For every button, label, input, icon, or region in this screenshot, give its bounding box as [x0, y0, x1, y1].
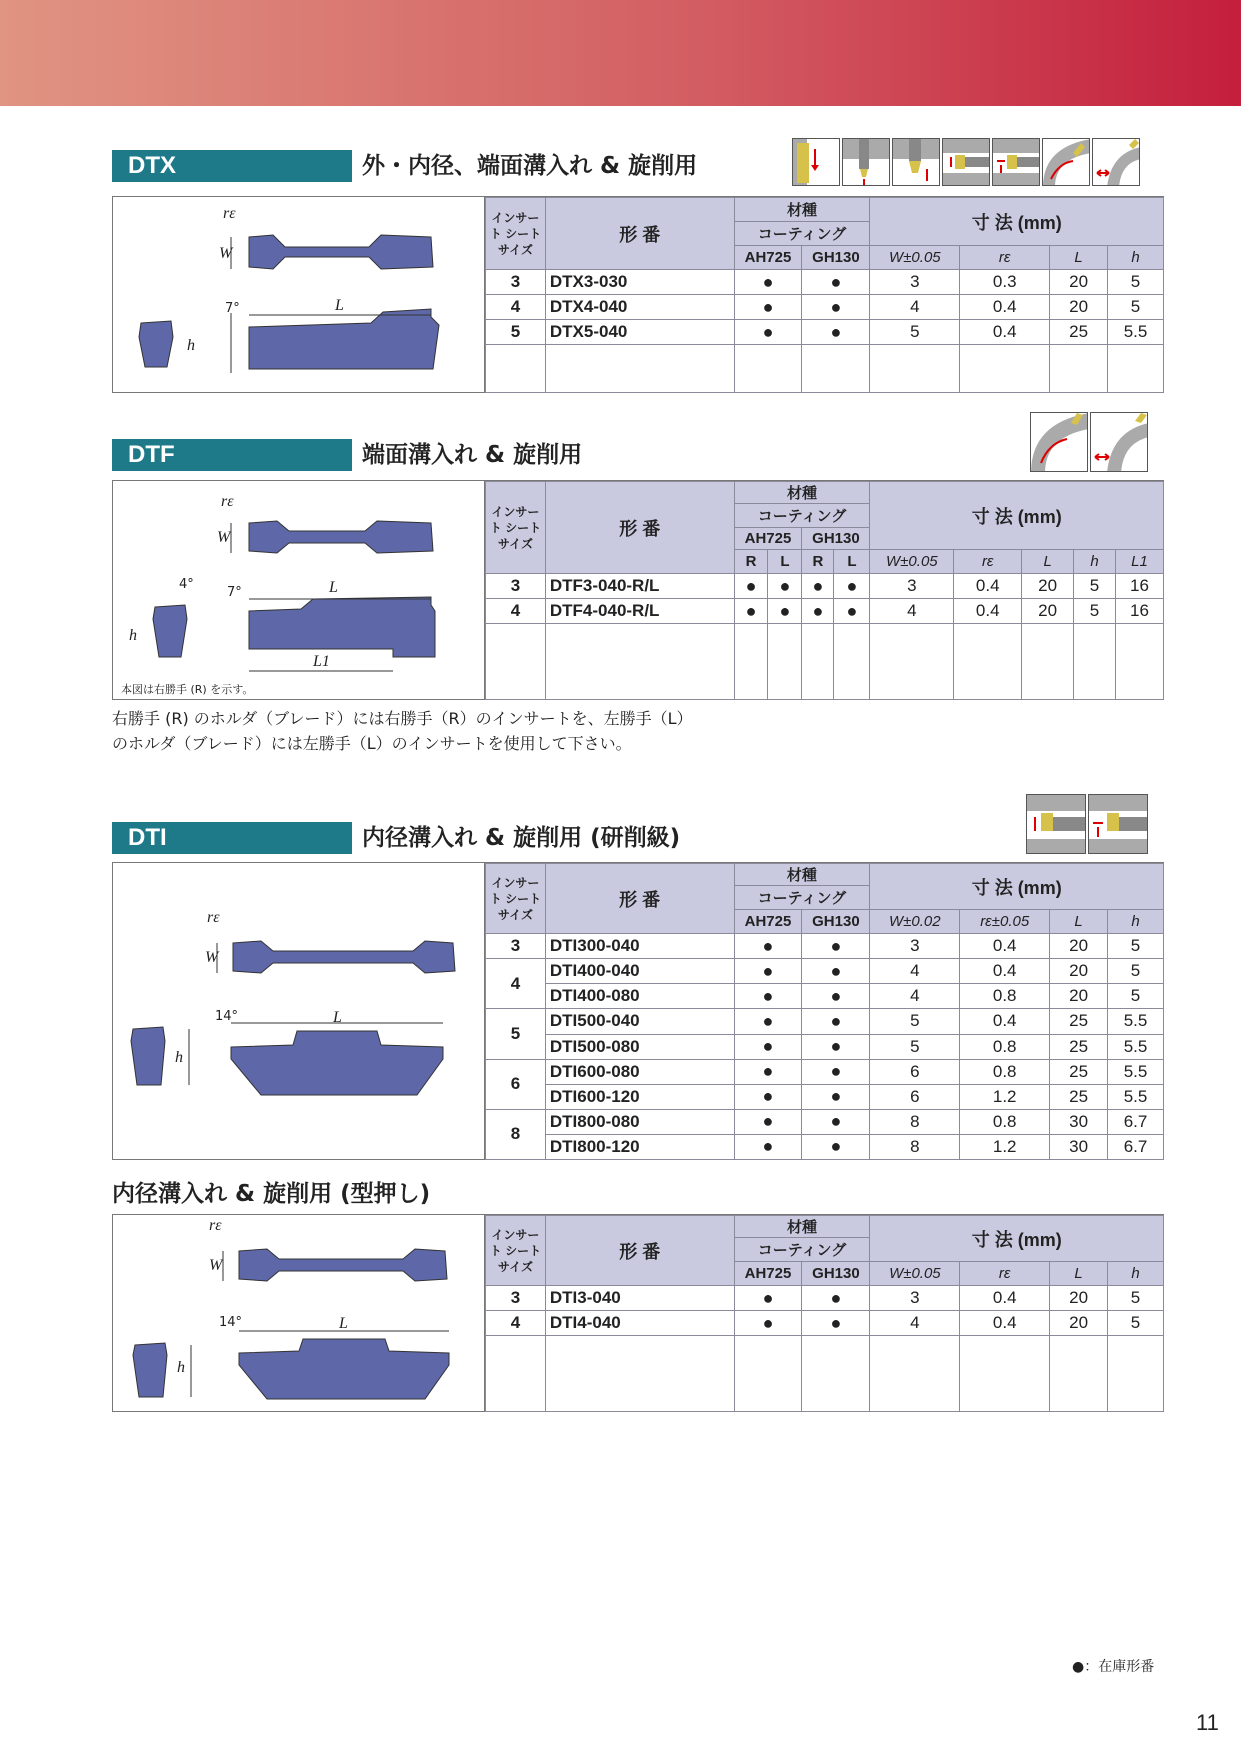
- section-title-dti: 内径溝入れ & 旋削用 (研削級): [362, 825, 681, 851]
- h-col-header: h: [1108, 910, 1164, 934]
- stock-dot: ●: [734, 270, 802, 295]
- page-number: 11: [1196, 1710, 1219, 1735]
- top-color-band: [0, 0, 1241, 106]
- h-cell: 5.5: [1108, 1034, 1164, 1059]
- model-cell: DTI600-120: [545, 1084, 734, 1109]
- l1-col-header: L1: [1115, 550, 1163, 574]
- id-face-grooving-icon: [1026, 794, 1086, 854]
- model-cell: DTI300-040: [545, 934, 734, 959]
- usage-note-line-1: 右勝手 (R) のホルダ（ブレード）には右勝手（R）のインサートを、左勝手（L）: [112, 709, 693, 728]
- w-cell: 3: [870, 934, 960, 959]
- stock-dot: ●: [734, 574, 768, 599]
- application-icons-dti: [1026, 794, 1148, 854]
- re-cell: 0.8: [960, 1034, 1050, 1059]
- table-row: [486, 1109, 1164, 1134]
- l-cell: 20: [1022, 599, 1074, 624]
- l1-cell: 16: [1115, 599, 1163, 624]
- curved-face-icon: [1042, 138, 1090, 186]
- dtf-angle-top: 4°: [179, 577, 194, 592]
- material-header: 材種: [734, 864, 870, 886]
- h-col-header: h: [1108, 246, 1164, 270]
- re-cell: 0.4: [960, 959, 1050, 984]
- section-label-dtf: DTF: [112, 439, 352, 471]
- stock-dot: ●: [802, 599, 834, 624]
- l-cell: 20: [1050, 934, 1108, 959]
- stock-dot: ●: [802, 574, 834, 599]
- material-header: 材種: [734, 1216, 870, 1238]
- re-cell: 0.8: [960, 984, 1050, 1009]
- l1-cell: 16: [1115, 574, 1163, 599]
- l-cell: 20: [1050, 984, 1108, 1009]
- w-cell: 4: [870, 1311, 960, 1336]
- dtf-spec-table: [485, 481, 1164, 700]
- w-cell: 5: [870, 320, 960, 345]
- section-label-dti: DTI: [112, 822, 352, 854]
- l-cell: 25: [1050, 1009, 1108, 1034]
- stock-dot: ●: [802, 270, 870, 295]
- stock-dot: ●: [802, 1034, 870, 1059]
- table-row: [486, 1009, 1164, 1034]
- dti-pressed-spec-table: [485, 1215, 1164, 1412]
- h-cell: 5: [1108, 295, 1164, 320]
- h-cell: 5: [1074, 599, 1116, 624]
- re-col-header: rε: [960, 1262, 1050, 1286]
- table-row: [486, 1134, 1164, 1159]
- dti-pressed-insert-drawing: [113, 1215, 485, 1413]
- h-cell: 5: [1108, 984, 1164, 1009]
- w-cell: 4: [870, 959, 960, 984]
- coating-header: コーティング: [734, 886, 870, 910]
- dti-drawing: [113, 863, 485, 1159]
- dtx-insert-drawing: [113, 197, 485, 394]
- size-header: インサート シート サイズ: [486, 198, 546, 270]
- re-cell: 0.4: [960, 934, 1050, 959]
- w-cell: 4: [870, 984, 960, 1009]
- w-cell: 4: [870, 295, 960, 320]
- h-col-header: h: [1074, 550, 1116, 574]
- re-cell: 0.4: [960, 1311, 1050, 1336]
- re-cell: 0.4: [960, 1286, 1050, 1311]
- dtf-h-label: h: [129, 627, 137, 644]
- stock-dot: ●: [802, 934, 870, 959]
- table-row: [486, 1059, 1164, 1084]
- stock-dot: ●: [768, 599, 802, 624]
- stock-dot: ●: [768, 574, 802, 599]
- w-col-header: W±0.05: [870, 1262, 960, 1286]
- model-cell: DTI800-120: [545, 1134, 734, 1159]
- h-cell: 5: [1108, 270, 1164, 295]
- dti-l-label: L: [333, 1009, 342, 1026]
- l-cell: 25: [1050, 1034, 1108, 1059]
- l-col-header: L: [1050, 1262, 1108, 1286]
- l-cell: 20: [1050, 1311, 1108, 1336]
- dti-pressed-angle-label: 14°: [219, 1315, 243, 1330]
- re-cell: 0.3: [960, 270, 1050, 295]
- dti-pressed-panel: [112, 1214, 1164, 1412]
- stock-dot: ●: [802, 1134, 870, 1159]
- w-cell: 6: [870, 1084, 960, 1109]
- re-cell: 1.2: [960, 1134, 1050, 1159]
- stock-dot: ●: [802, 959, 870, 984]
- h-cell: 5: [1074, 574, 1116, 599]
- stock-dot: ●: [734, 984, 802, 1009]
- model-cell: DTI500-040: [545, 1009, 734, 1034]
- l-cell: 30: [1050, 1134, 1108, 1159]
- table-row-empty: [486, 624, 1164, 700]
- size-cell: 5: [486, 320, 546, 345]
- stock-dot: ●: [734, 934, 802, 959]
- w-col-header: W±0.05: [870, 550, 954, 574]
- re-col-header: rε±0.05: [960, 910, 1050, 934]
- size-cell: 4: [486, 295, 546, 320]
- re-col-header: rε: [954, 550, 1022, 574]
- usage-note: [112, 706, 693, 756]
- w-cell: 4: [870, 599, 954, 624]
- dimensions-header: 寸 法 (mm): [870, 198, 1164, 246]
- l-col-header: L: [1050, 246, 1108, 270]
- stock-dot: ●: [802, 295, 870, 320]
- stock-dot: ●: [802, 1084, 870, 1109]
- l-cell: 25: [1050, 1084, 1108, 1109]
- l-cell: 20: [1022, 574, 1074, 599]
- stock-dot: ●: [802, 1109, 870, 1134]
- ah725-header: AH725: [734, 246, 802, 270]
- model-header: 形 番: [545, 1216, 734, 1286]
- dtf-l1-label: L1: [313, 653, 330, 670]
- stock-dot: ●: [802, 1009, 870, 1034]
- table-row: [486, 1311, 1164, 1336]
- re-cell: 0.8: [960, 1109, 1050, 1134]
- size-cell: 3: [486, 270, 546, 295]
- dti-pressed-re-label: rε: [209, 1217, 222, 1234]
- size-cell: 8: [486, 1109, 546, 1159]
- model-header: 形 番: [545, 864, 734, 934]
- dti-spec-table: [485, 863, 1164, 1160]
- stock-dot: ●: [734, 1134, 802, 1159]
- w-cell: 5: [870, 1009, 960, 1034]
- model-cell: DTI500-080: [545, 1034, 734, 1059]
- re-cell: 1.2: [960, 1084, 1050, 1109]
- model-cell: DTI400-040: [545, 959, 734, 984]
- dti-pressed-h-label: h: [177, 1359, 185, 1376]
- h-col-header: h: [1108, 1262, 1164, 1286]
- od-grooving-icon: [792, 138, 840, 186]
- id-grooving-icon: [892, 138, 940, 186]
- model-cell: DTF3-040-R/L: [545, 574, 734, 599]
- l-col-header: L: [1050, 910, 1108, 934]
- curved-traverse-icon: [1092, 138, 1140, 186]
- stock-dot: ●: [802, 1059, 870, 1084]
- size-header: インサート シート サイズ: [486, 482, 546, 574]
- id-profile-icon: [1088, 794, 1148, 854]
- usage-note-line-2: のホルダ（ブレード）には左勝手（L）のインサートを使用して下さい。: [112, 734, 632, 753]
- dimensions-header: 寸 法 (mm): [870, 482, 1164, 550]
- l-cell: 25: [1050, 1059, 1108, 1084]
- stock-dot: ●: [802, 320, 870, 345]
- size-cell: 4: [486, 959, 546, 1009]
- size-cell: 5: [486, 1009, 546, 1059]
- model-cell: DTX5-040: [545, 320, 734, 345]
- dtx-l-label: L: [335, 297, 344, 314]
- model-cell: DTI800-080: [545, 1109, 734, 1134]
- coating-header: コーティング: [734, 1238, 870, 1262]
- h-cell: 6.7: [1108, 1134, 1164, 1159]
- dti-re-label: rε: [207, 909, 220, 926]
- l-cell: 20: [1050, 270, 1108, 295]
- stock-legend: [1072, 1656, 1154, 1676]
- dimensions-header: 寸 法 (mm): [870, 864, 1164, 910]
- table-row: [486, 320, 1164, 345]
- dtf-panel: [112, 480, 1164, 700]
- hand-r-header: R: [802, 550, 834, 574]
- size-cell: 4: [486, 599, 546, 624]
- dtx-drawing: [113, 197, 485, 392]
- dtf-insert-drawing: [113, 481, 485, 701]
- w-cell: 8: [870, 1109, 960, 1134]
- model-header: 形 番: [545, 482, 734, 574]
- dti-angle-label: 14°: [215, 1009, 239, 1024]
- model-cell: DTI3-040: [545, 1286, 734, 1311]
- w-col-header: W±0.02: [870, 910, 960, 934]
- table-row: [486, 1286, 1164, 1311]
- hand-r-header: R: [734, 550, 768, 574]
- table-row: [486, 1034, 1164, 1059]
- re-cell: 0.8: [960, 1059, 1050, 1084]
- stock-dot: ●: [734, 295, 802, 320]
- profile-turning-icon: [992, 138, 1040, 186]
- section-title-dtx: 外・内径、端面溝入れ & 旋削用: [362, 153, 698, 179]
- dtf-re-label: rε: [221, 493, 234, 510]
- grooving-icon: [842, 138, 890, 186]
- table-row: [486, 984, 1164, 1009]
- section-label-dtx: DTX: [112, 150, 352, 182]
- coating-header: コーティング: [734, 504, 870, 528]
- w-cell: 5: [870, 1034, 960, 1059]
- gh130-header: GH130: [802, 910, 870, 934]
- dtf-w-label: W: [217, 529, 231, 546]
- l-cell: 25: [1050, 320, 1108, 345]
- dimensions-header: 寸 法 (mm): [870, 1216, 1164, 1262]
- dti-pressed-w-label: W: [209, 1257, 223, 1274]
- stock-dot: ●: [734, 1109, 802, 1134]
- table-row: [486, 599, 1164, 624]
- dtf-angle-side: 7°: [227, 585, 242, 600]
- l-cell: 20: [1050, 1286, 1108, 1311]
- stock-dot: ●: [734, 320, 802, 345]
- size-cell: 3: [486, 934, 546, 959]
- curved-traverse-icon: [1090, 412, 1148, 472]
- dti-pressed-l-label: L: [339, 1315, 348, 1332]
- dtx-panel: [112, 196, 1164, 393]
- curved-face-icon: [1030, 412, 1088, 472]
- table-row: [486, 1084, 1164, 1109]
- h-cell: 5: [1108, 1286, 1164, 1311]
- dti-panel: [112, 862, 1164, 1160]
- size-cell: 6: [486, 1059, 546, 1109]
- re-cell: 0.4: [960, 1009, 1050, 1034]
- w-col-header: W±0.05: [870, 246, 960, 270]
- table-row: [486, 959, 1164, 984]
- material-header: 材種: [734, 482, 870, 504]
- stock-dot: ●: [734, 1059, 802, 1084]
- stock-dot: ●: [802, 984, 870, 1009]
- dtx-angle-label: 7°: [225, 301, 240, 316]
- stock-dot: ●: [834, 574, 870, 599]
- l-cell: 20: [1050, 959, 1108, 984]
- size-header: インサート シート サイズ: [486, 864, 546, 934]
- re-cell: 0.4: [954, 574, 1022, 599]
- re-cell: 0.4: [954, 599, 1022, 624]
- re-col-header: rε: [960, 246, 1050, 270]
- l-cell: 30: [1050, 1109, 1108, 1134]
- stock-dot: ●: [734, 1286, 802, 1311]
- legend-dot: ●: [1072, 1659, 1085, 1675]
- h-cell: 5.5: [1108, 320, 1164, 345]
- h-cell: 5: [1108, 1311, 1164, 1336]
- dtf-drawing: [113, 481, 485, 699]
- l-cell: 20: [1050, 295, 1108, 320]
- table-row-empty: [486, 345, 1164, 393]
- gh130-header: GH130: [802, 528, 870, 550]
- dti-insert-drawing: [113, 863, 485, 1161]
- dtf-drawing-note: 本図は右勝手 (R) を示す。: [121, 683, 254, 696]
- stock-dot: ●: [734, 1009, 802, 1034]
- model-cell: DTI400-080: [545, 984, 734, 1009]
- stock-dot: ●: [734, 959, 802, 984]
- stock-dot: ●: [734, 599, 768, 624]
- table-row: [486, 574, 1164, 599]
- h-cell: 5: [1108, 959, 1164, 984]
- table-row-empty: [486, 1336, 1164, 1412]
- model-cell: DTF4-040-R/L: [545, 599, 734, 624]
- section-title-dtf: 端面溝入れ & 旋削用: [362, 442, 583, 468]
- h-cell: 5.5: [1108, 1084, 1164, 1109]
- stock-dot: ●: [734, 1311, 802, 1336]
- model-header: 形 番: [545, 198, 734, 270]
- dti-pressed-drawing: [113, 1215, 485, 1411]
- w-cell: 3: [870, 270, 960, 295]
- ah725-header: AH725: [734, 528, 802, 550]
- model-cell: DTI600-080: [545, 1059, 734, 1084]
- h-cell: 5: [1108, 934, 1164, 959]
- dtx-h-label: h: [187, 337, 195, 354]
- stock-dot: ●: [734, 1034, 802, 1059]
- stock-dot: ●: [834, 599, 870, 624]
- dtx-spec-table: [485, 197, 1164, 393]
- model-cell: DTI4-040: [545, 1311, 734, 1336]
- ah725-header: AH725: [734, 910, 802, 934]
- table-row: [486, 934, 1164, 959]
- coating-header: コーティング: [734, 222, 870, 246]
- w-cell: 8: [870, 1134, 960, 1159]
- size-cell: 3: [486, 574, 546, 599]
- re-cell: 0.4: [960, 295, 1050, 320]
- model-cell: DTX4-040: [545, 295, 734, 320]
- hand-l-header: L: [834, 550, 870, 574]
- table-row: [486, 270, 1164, 295]
- legend-text: ：在庫形番: [1084, 1659, 1155, 1675]
- size-cell: 3: [486, 1286, 546, 1311]
- application-icons-dtf: [1030, 412, 1148, 472]
- size-header: インサート シート サイズ: [486, 1216, 546, 1286]
- stock-dot: ●: [802, 1311, 870, 1336]
- dti-h-label: h: [175, 1049, 183, 1066]
- l-col-header: L: [1022, 550, 1074, 574]
- application-icons-dtx: [792, 138, 1140, 186]
- w-cell: 3: [870, 1286, 960, 1311]
- stock-dot: ●: [802, 1286, 870, 1311]
- material-header: 材種: [734, 198, 870, 222]
- face-grooving-icon: [942, 138, 990, 186]
- section-title-dti-pressed: 内径溝入れ & 旋削用 (型押し): [112, 1181, 431, 1207]
- gh130-header: GH130: [802, 246, 870, 270]
- gh130-header: GH130: [802, 1262, 870, 1286]
- ah725-header: AH725: [734, 1262, 802, 1286]
- w-cell: 3: [870, 574, 954, 599]
- h-cell: 5.5: [1108, 1059, 1164, 1084]
- stock-dot: ●: [734, 1084, 802, 1109]
- re-cell: 0.4: [960, 320, 1050, 345]
- dtx-re-label: rε: [223, 205, 236, 222]
- size-cell: 4: [486, 1311, 546, 1336]
- table-row: [486, 295, 1164, 320]
- dti-w-label: W: [205, 949, 219, 966]
- w-cell: 6: [870, 1059, 960, 1084]
- h-cell: 5.5: [1108, 1009, 1164, 1034]
- h-cell: 6.7: [1108, 1109, 1164, 1134]
- hand-l-header: L: [768, 550, 802, 574]
- dtf-l-label: L: [329, 579, 338, 596]
- dtx-w-label: W: [219, 245, 233, 262]
- model-cell: DTX3-030: [545, 270, 734, 295]
